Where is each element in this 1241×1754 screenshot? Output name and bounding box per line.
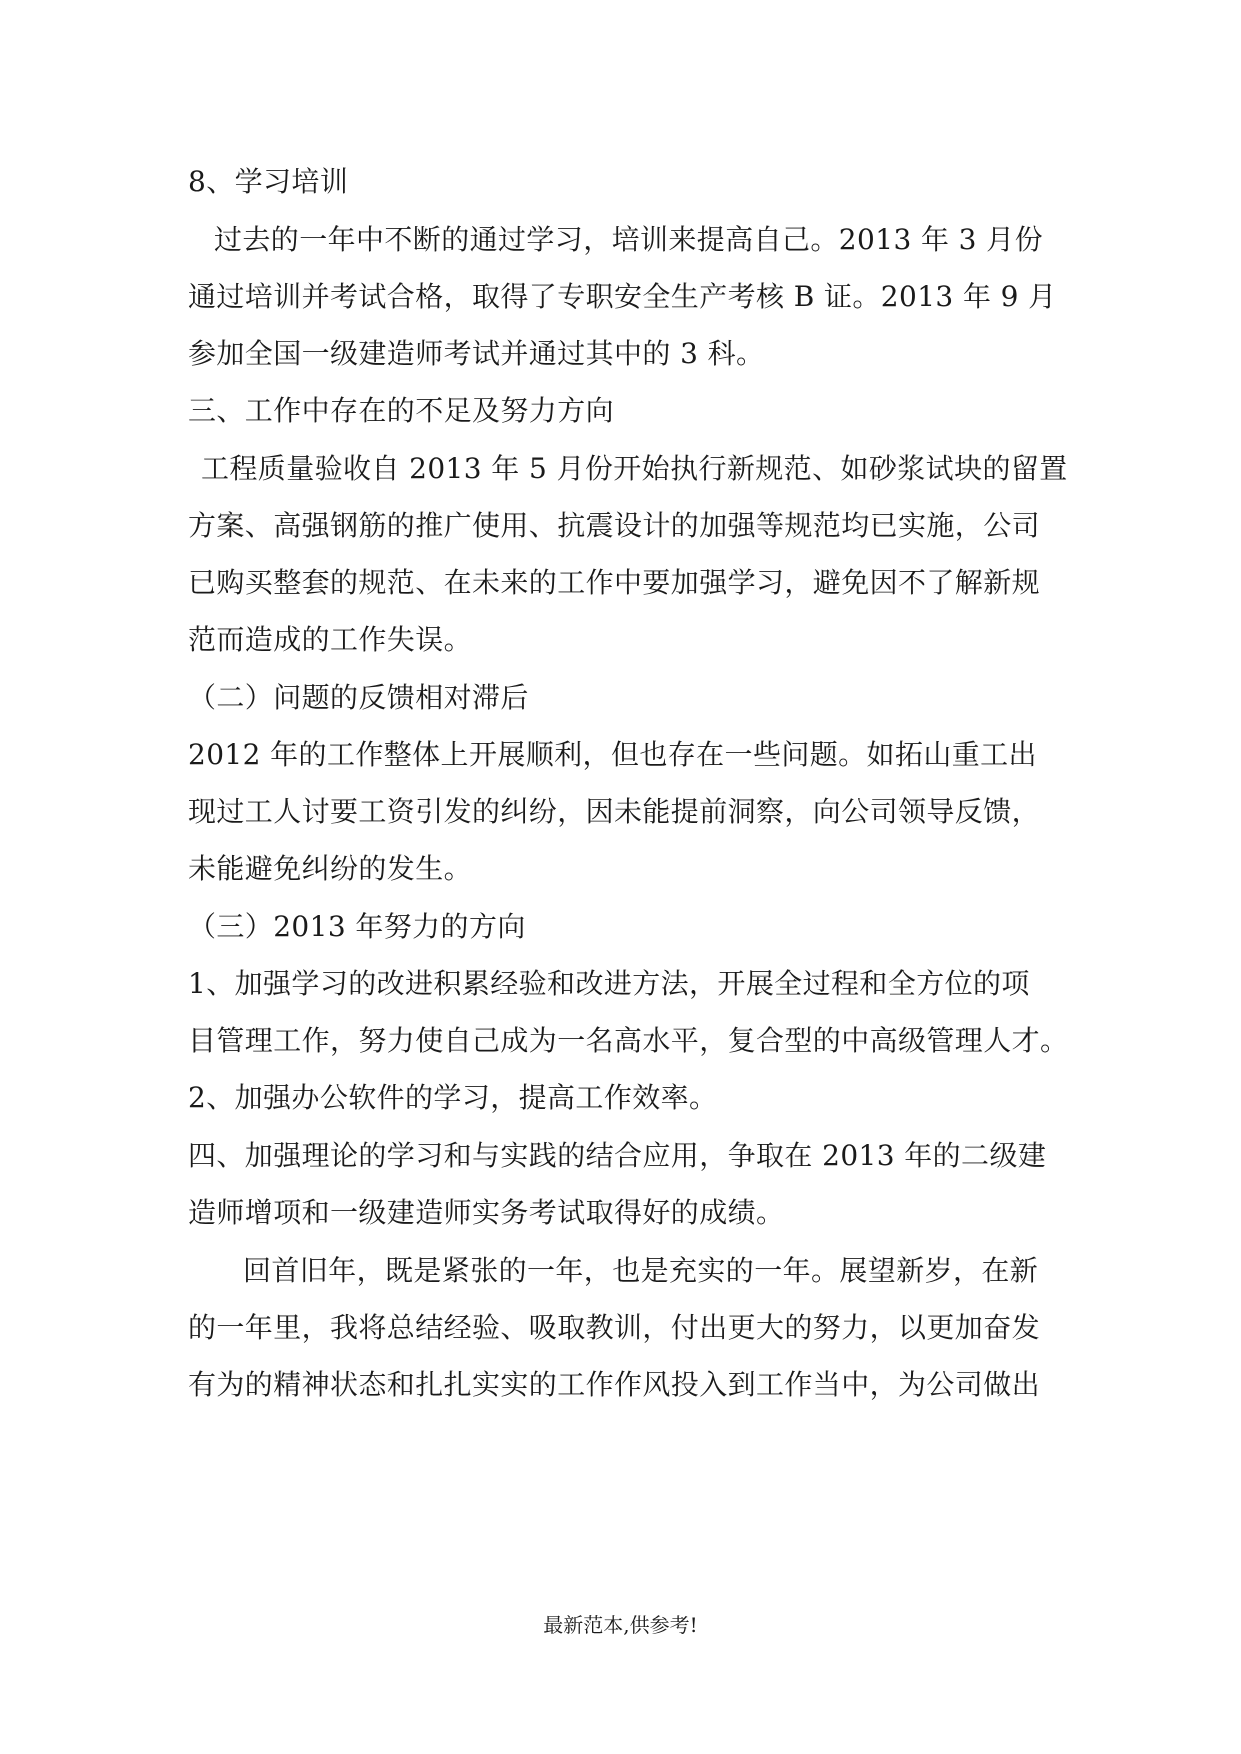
section-heading-theory: 四、加强理论的学习和与实践的结合应用，争取在 2013 年的二级建 [188, 1139, 1047, 1172]
paragraph-line: 过去的一年中不断的通过学习，培训来提高自己。2013 年 3 月份 [214, 223, 1043, 256]
paragraph-line: 的一年里，我将总结经验、吸取教训，付出更大的努力，以更加奋发 [188, 1311, 1041, 1344]
paragraph-line: 造师增项和一级建造师实务考试取得好的成绩。 [188, 1196, 785, 1229]
section-heading-study-training: 8、学习培训 [188, 165, 349, 198]
section-heading-shortcomings: 三、工作中存在的不足及努力方向 [188, 394, 615, 427]
list-item-line: 目管理工作，努力使自己成为一名高水平，复合型的中高级管理人才。 [188, 1024, 1069, 1057]
paragraph-line: 现过工人讨要工资引发的纠纷，因未能提前洞察，向公司领导反馈， [188, 795, 1041, 828]
list-item-line: 2、加强办公软件的学习，提高工作效率。 [188, 1081, 718, 1114]
paragraph-line: 2012 年的工作整体上开展顺利，但也存在一些问题。如拓山重工出 [188, 738, 1037, 771]
list-item-line: 1、加强学习的改进积累经验和改进方法，开展全过程和全方位的项 [188, 967, 1030, 1000]
paragraph-line: 范而造成的工作失误。 [188, 623, 473, 656]
paragraph-line: 有为的精神状态和扎扎实实的工作作风投入到工作当中，为公司做出 [188, 1368, 1041, 1401]
paragraph-line: 已购买整套的规范、在未来的工作中要加强学习，避免因不了解新规 [188, 566, 1041, 599]
paragraph-line: 通过培训并考试合格，取得了专职安全生产考核 B 证。2013 年 9 月 [188, 280, 1057, 313]
paragraph-line: 回首旧年，既是紧张的一年，也是充实的一年。展望新岁，在新 [243, 1254, 1039, 1287]
paragraph-line: 方案、高强钢筋的推广使用、抗震设计的加强等规范均已实施，公司 [188, 509, 1041, 542]
paragraph-line: 未能避免纠纷的发生。 [188, 852, 473, 885]
page-footer: 最新范本,供参考! [543, 1613, 698, 1637]
paragraph-line: 工程质量验收自 2013 年 5 月份开始执行新规范、如砂浆试块的留置 [201, 452, 1068, 485]
paragraph-line: 参加全国一级建造师考试并通过其中的 3 科。 [188, 337, 765, 370]
subsection-heading-direction: （三）2013 年努力的方向 [188, 910, 526, 943]
subsection-heading-feedback: （二）问题的反馈相对滞后 [188, 681, 529, 714]
